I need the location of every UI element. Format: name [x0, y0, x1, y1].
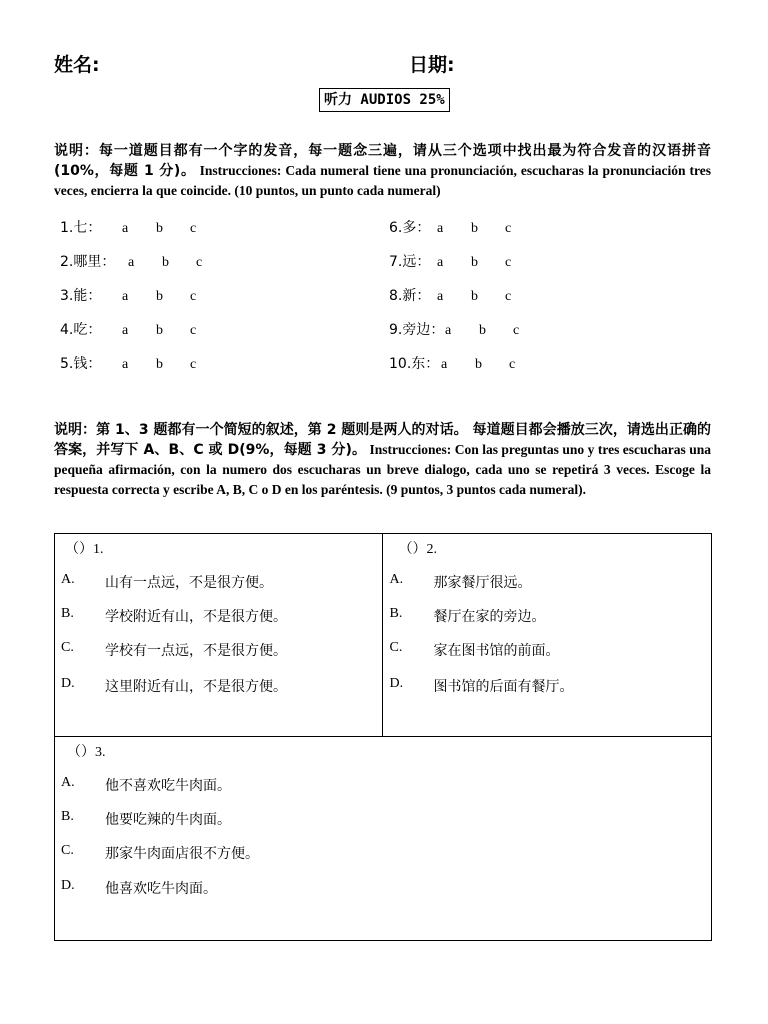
option-text: 学校附近有山，不是很方便。 [105, 609, 287, 625]
pinyin-item-5 [60, 354, 224, 374]
pinyin-item-6 [389, 218, 539, 238]
name-label: 姓名: [54, 54, 100, 76]
option-letter: B. [389, 606, 403, 621]
option-a[interactable]: a [122, 221, 129, 236]
option-c[interactable]: c [190, 323, 197, 338]
pinyin-item-4 [60, 320, 224, 340]
pinyin-item-8 [389, 286, 539, 306]
item-number: 7.远： [389, 254, 431, 270]
section-title: 听力 AUDIOS 25% [319, 88, 450, 112]
question-head[interactable]: （）1. [65, 542, 104, 557]
option-b[interactable]: b [156, 289, 163, 304]
section2-instructions [54, 420, 711, 500]
option-text: 图书馆的后面有餐厅。 [433, 679, 574, 695]
section1-instructions-es: Instrucciones: Cada numeral tiene una pronunciación, escucharas la pronunciación tres veces, encierra la que coincide. (10 puntos, un punto cada numeral) [54, 163, 712, 198]
option-letter: A. [61, 572, 75, 587]
section1-instructions-cn: 说明：每一道题目都有一个字的发音，每一题念三遍，请从三个选项中找出最为符合发音的汉语拼音 (10%，每题 1 分)。 [54, 143, 711, 179]
option-c[interactable]: c [505, 255, 512, 270]
question-cell-2 [382, 534, 712, 737]
option-text: 山有一点远，不是很方便。 [105, 575, 273, 591]
question-head[interactable]: （）2. [398, 542, 437, 557]
option-text: 他喜欢吃牛肉面。 [105, 881, 217, 897]
item-number: 9.旁边： [389, 322, 445, 338]
option-b[interactable]: b [471, 255, 478, 270]
section2-instructions-cn: 说明：第 1、3 题都有一个简短的叙述，第 2 题则是两人的对话。 每道题目都会播放三次，请选出正确的答案，并写下 A、B、C 或 D(9%，每题 3 分)。 [54, 422, 711, 458]
option-c[interactable]: c [196, 255, 203, 270]
option-letter: C. [61, 640, 74, 655]
option-b[interactable]: b [156, 357, 163, 372]
option-c[interactable]: c [513, 323, 520, 338]
pinyin-item-2 [60, 252, 230, 272]
pinyin-item-7 [389, 252, 539, 272]
item-number: 10.东： [389, 356, 440, 372]
date-label: 日期: [409, 54, 455, 76]
pinyin-item-9 [389, 320, 547, 340]
pinyin-item-3 [60, 286, 224, 306]
option-text: 那家牛肉面店很不方便。 [105, 846, 259, 862]
option-c[interactable]: c [190, 221, 197, 236]
section2-instructions-es: Instrucciones: Con las preguntas uno y tres escucharas una pequeña afirmación, con la numero dos escucharas un breve dialogo, cada uno se repetirá 3 veces. Escoge la respuesta correcta y escribe A, B, C o D en los paréntesis. (9 puntos, 3 puntos cada numeral). [54, 442, 712, 497]
option-letter: C. [61, 843, 74, 858]
item-number: 1.七： [60, 220, 102, 236]
item-number: 6.多： [389, 220, 431, 236]
option-text: 学校有一点远，不是很方便。 [105, 643, 287, 659]
option-b[interactable]: b [471, 289, 478, 304]
section1-instructions [54, 141, 711, 201]
option-letter: D. [61, 676, 75, 691]
question-cell-3 [55, 737, 712, 941]
option-a[interactable]: a [122, 289, 129, 304]
option-c[interactable]: c [505, 289, 512, 304]
option-a[interactable]: a [437, 255, 444, 270]
option-letter: B. [61, 606, 74, 621]
option-text: 这里附近有山，不是很方便。 [105, 679, 287, 695]
option-letter: D. [389, 676, 404, 691]
option-b[interactable]: b [475, 357, 482, 372]
option-b[interactable]: b [479, 323, 486, 338]
option-a[interactable]: a [128, 255, 135, 270]
option-a[interactable]: a [441, 357, 448, 372]
option-b[interactable]: b [471, 221, 478, 236]
option-c[interactable]: c [505, 221, 512, 236]
question-cell-1 [55, 534, 383, 737]
item-number: 3.能： [60, 288, 102, 304]
option-text: 餐厅在家的旁边。 [433, 609, 546, 625]
option-text: 家在图书馆的前面。 [433, 643, 560, 659]
item-number: 4.吃： [60, 322, 102, 338]
option-c[interactable]: c [190, 289, 197, 304]
option-a[interactable]: a [437, 221, 444, 236]
option-a[interactable]: a [445, 323, 452, 338]
item-number: 2.哪里： [60, 254, 116, 270]
option-b[interactable]: b [156, 221, 163, 236]
option-letter: B. [61, 809, 74, 824]
pinyin-item-10 [389, 354, 543, 374]
option-text: 他要吃辣的牛肉面。 [105, 812, 231, 828]
option-letter: C. [389, 640, 403, 655]
option-a[interactable]: a [437, 289, 444, 304]
option-letter: A. [61, 775, 75, 790]
pinyin-item-1 [60, 218, 224, 238]
item-number: 8.新： [389, 288, 431, 304]
option-a[interactable]: a [122, 323, 129, 338]
option-b[interactable]: b [162, 255, 169, 270]
question-head[interactable]: （）3. [67, 745, 106, 760]
item-number: 5.钱： [60, 356, 102, 372]
option-text: 那家餐厅很远。 [433, 575, 532, 591]
option-letter: A. [389, 572, 404, 587]
question-table [54, 533, 712, 941]
option-a[interactable]: a [122, 357, 129, 372]
option-text: 他不喜欢吃牛肉面。 [105, 778, 231, 794]
option-letter: D. [61, 878, 75, 893]
option-b[interactable]: b [156, 323, 163, 338]
option-c[interactable]: c [190, 357, 197, 372]
option-c[interactable]: c [509, 357, 516, 372]
